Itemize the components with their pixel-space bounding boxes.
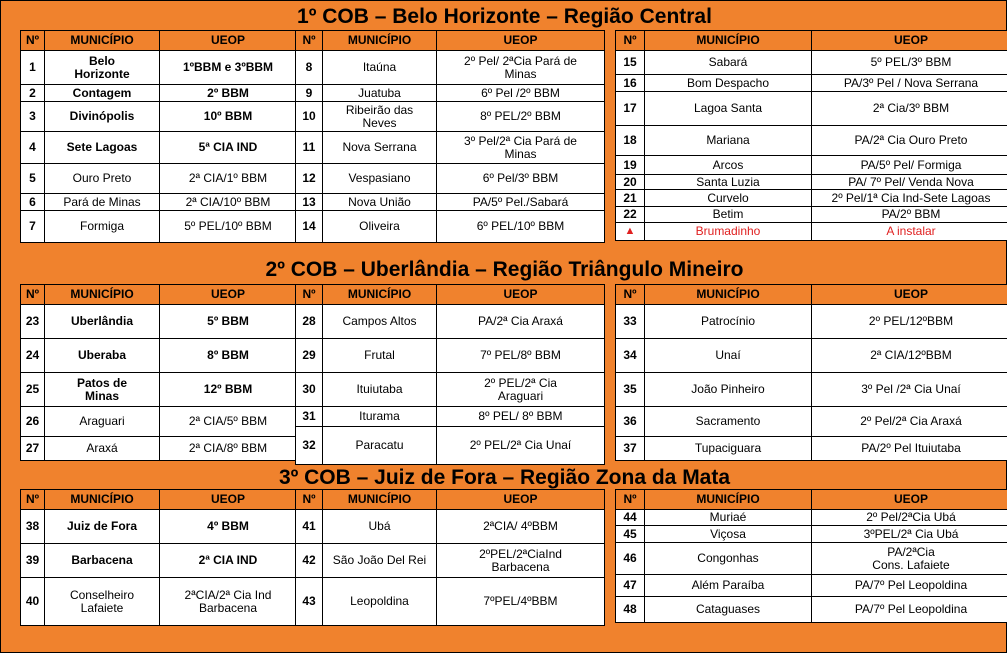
row-number: 21 [616,190,645,207]
table-row [21,164,297,194]
ueop-cell: 2º PEL/12ºBBM [812,305,1007,339]
ueop-cell: 3º Pel /2ª Cia Unaí [812,373,1007,407]
ueop-cell: 6º Pel/3º BBM [437,164,605,194]
municipio-cell: São João Del Rei [323,544,437,578]
row-number: 15 [616,51,645,75]
municipio-cell: Mariana [645,126,812,156]
row-number: ▲ [616,223,645,241]
row-number: 13 [296,194,323,211]
municipio-cell: Conselheiro Lafaiete [45,578,160,626]
municipio-cell: Juatuba [323,85,437,102]
ueop-cell: 2ª CIA IND [160,544,297,578]
row-number: 17 [616,92,645,126]
table-row [616,437,1007,461]
header-municipio: MUNICÍPIO [645,490,812,510]
row-number: 2 [21,85,45,102]
municipio-cell: Sabará [645,51,812,75]
municipio-cell: Barbacena [45,544,160,578]
header-ueop: UEOP [160,285,297,305]
row-number: 26 [21,407,45,437]
ueop-cell: 5ª CIA IND [160,132,297,164]
header-municipio: MUNICÍPIO [645,285,812,305]
table-row [616,373,1007,407]
table-header-row [21,31,297,51]
municipio-cell: Patrocínio [645,305,812,339]
header-number: Nº [296,31,323,51]
row-number: 46 [616,543,645,575]
table-row [616,510,1007,526]
row-number: 43 [296,578,323,626]
table-row [21,339,297,373]
table-row [296,102,605,132]
table-row [296,194,605,211]
ueop-cell: 8º PEL/ 8º BBM [437,407,605,427]
row-number: 29 [296,339,323,373]
municipio-cell: Oliveira [323,211,437,243]
table-header-row [21,285,297,305]
row-number: 3 [21,102,45,132]
table-row [21,437,297,461]
ueop-cell: 8º PEL/2º BBM [437,102,605,132]
municipio-cell: Vespasiano [323,164,437,194]
region-2-table-1 [20,284,297,461]
ueop-cell: 2ª CIA/1º BBM [160,164,297,194]
table-row [296,427,605,465]
header-number: Nº [616,31,645,51]
table-header-row [296,31,605,51]
table-row [296,578,605,626]
ueop-cell: PA/7º Pel Leopoldina [812,597,1007,623]
row-number: 41 [296,510,323,544]
row-number: 25 [21,373,45,407]
ueop-cell: 2º Pel/ 2ªCia Pará de Minas [437,51,605,85]
municipio-cell: Leopoldina [323,578,437,626]
table-row [21,510,297,544]
municipio-cell: Brumadinho [645,223,812,241]
municipio-cell: Araguari [45,407,160,437]
table-row [616,156,1007,175]
table-row [21,373,297,407]
row-number: 48 [616,597,645,623]
row-number: 39 [21,544,45,578]
municipio-cell: Paracatu [323,427,437,465]
row-number: 33 [616,305,645,339]
ueop-cell: PA/2ªCia Cons. Lafaiete [812,543,1007,575]
table-row [296,211,605,243]
ueop-cell: 2ªCIA/2ª Cia Ind Barbacena [160,578,297,626]
ueop-cell: PA/2º BBM [812,207,1007,223]
table-row [296,373,605,407]
municipio-cell: Belo Horizonte [45,51,160,85]
row-number: 28 [296,305,323,339]
region-title-1: 1º COB – Belo Horizonte – Região Central [297,5,712,28]
table-header-row [21,490,297,510]
ueop-cell: 2º Pel/2ªCia Ubá [812,510,1007,526]
table-row [616,175,1007,190]
row-number: 45 [616,526,645,543]
table-row [616,407,1007,437]
row-number: 22 [616,207,645,223]
table-row [296,132,605,164]
row-number: 7 [21,211,45,243]
row-number: 35 [616,373,645,407]
municipio-cell: Ribeirão das Neves [323,102,437,132]
ueop-cell: 12º BBM [160,373,297,407]
ueop-cell: 2º PEL/2ª Cia Unaí [437,427,605,465]
ueop-cell: A instalar [812,223,1007,241]
row-number: 18 [616,126,645,156]
municipio-cell: Frutal [323,339,437,373]
table-row [616,92,1007,126]
region-title-3: 3º COB – Juiz de Fora – Região Zona da Mata [278,466,731,489]
table-row [21,544,297,578]
ueop-cell: PA/5º Pel/ Formiga [812,156,1007,175]
ueop-cell: PA/5º Pel./Sabará [437,194,605,211]
table-row [296,510,605,544]
header-number: Nº [296,285,323,305]
region-3-table-3 [615,489,1007,623]
ueop-cell: 3º Pel/2ª Cia Pará de Minas [437,132,605,164]
table-row [616,223,1007,241]
table-row [296,339,605,373]
table-header-row [616,285,1007,305]
municipio-cell: Uberaba [45,339,160,373]
row-number: 44 [616,510,645,526]
ueop-cell: PA/ 7º Pel/ Venda Nova [812,175,1007,190]
row-number: 9 [296,85,323,102]
row-number: 10 [296,102,323,132]
header-ueop: UEOP [160,31,297,51]
municipio-cell: Araxá [45,437,160,461]
ueop-cell: 2ª CIA/5º BBM [160,407,297,437]
row-number: 34 [616,339,645,373]
ueop-cell: 2º Pel/1ª Cia Ind-Sete Lagoas [812,190,1007,207]
table-header-row [616,490,1007,510]
ueop-cell: 10º BBM [160,102,297,132]
row-number: 27 [21,437,45,461]
region-3-table-1 [20,489,297,626]
header-number: Nº [296,490,323,510]
ueop-cell: PA/2ª Cia Araxá [437,305,605,339]
header-ueop: UEOP [812,490,1007,510]
municipio-cell: Ubá [323,510,437,544]
header-ueop: UEOP [812,285,1007,305]
municipio-cell: Formiga [45,211,160,243]
row-number: 6 [21,194,45,211]
row-number: 23 [21,305,45,339]
ueop-cell: 1ºBBM e 3ºBBM [160,51,297,85]
row-number: 8 [296,51,323,85]
municipio-cell: Uberlândia [45,305,160,339]
row-number: 36 [616,407,645,437]
ueop-cell: 2º PEL/2ª Cia Araguari [437,373,605,407]
table-row [616,543,1007,575]
municipio-cell: Santa Luzia [645,175,812,190]
municipio-cell: Pará de Minas [45,194,160,211]
row-number: 12 [296,164,323,194]
table-row [296,164,605,194]
ueop-cell: 3ºPEL/2ª Cia Ubá [812,526,1007,543]
ueop-cell: 5º PEL/10º BBM [160,211,297,243]
row-number: 14 [296,211,323,243]
ueop-cell: 2ª CIA/8º BBM [160,437,297,461]
municipio-cell: Unaí [645,339,812,373]
header-number: Nº [21,285,45,305]
municipio-cell: Curvelo [645,190,812,207]
header-municipio: MUNICÍPIO [323,31,437,51]
ueop-cell: 8º BBM [160,339,297,373]
ueop-cell: 2ª Cia/3º BBM [812,92,1007,126]
municipio-cell: Tupaciguara [645,437,812,461]
table-row [616,526,1007,543]
row-number: 5 [21,164,45,194]
ueop-cell: 2ºPEL/2ªCiaInd Barbacena [437,544,605,578]
ueop-cell: 6º Pel /2º BBM [437,85,605,102]
header-number: Nº [616,490,645,510]
ueop-cell: 4º BBM [160,510,297,544]
municipio-cell: Itaúna [323,51,437,85]
header-municipio: MUNICÍPIO [323,285,437,305]
row-number: 32 [296,427,323,465]
municipio-cell: Cataguases [645,597,812,623]
header-number: Nº [616,285,645,305]
row-number: 1 [21,51,45,85]
municipio-cell: Sacramento [645,407,812,437]
table-row [296,544,605,578]
municipio-cell: Contagem [45,85,160,102]
municipio-cell: Ouro Preto [45,164,160,194]
row-number: 20 [616,175,645,190]
row-number: 31 [296,407,323,427]
table-row [616,339,1007,373]
municipio-cell: Arcos [645,156,812,175]
municipio-cell: Iturama [323,407,437,427]
row-number: 24 [21,339,45,373]
municipio-cell: Nova Serrana [323,132,437,164]
table-header-row [296,285,605,305]
ueop-cell: 7ºPEL/4ºBBM [437,578,605,626]
ueop-cell: 2ª CIA/12ºBBM [812,339,1007,373]
ueop-cell: 5º PEL/3º BBM [812,51,1007,75]
table-row [21,51,297,85]
header-municipio: MUNICÍPIO [45,490,160,510]
municipio-cell: Sete Lagoas [45,132,160,164]
ueop-cell: 2ª CIA/10º BBM [160,194,297,211]
ueop-cell: PA/3º Pel / Nova Serrana [812,75,1007,92]
row-number: 4 [21,132,45,164]
ueop-cell: 2º BBM [160,85,297,102]
region-2-table-3 [615,284,1007,461]
row-number: 37 [616,437,645,461]
municipio-cell: João Pinheiro [645,373,812,407]
municipio-cell: Divinópolis [45,102,160,132]
header-municipio: MUNICÍPIO [323,490,437,510]
municipio-cell: Além Paraíba [645,575,812,597]
table-row [21,102,297,132]
header-number: Nº [21,31,45,51]
table-row [21,578,297,626]
ueop-cell: 2ªCIA/ 4ºBBM [437,510,605,544]
region-1-table-2 [295,30,605,243]
region-3-table-2 [295,489,605,626]
row-number: 30 [296,373,323,407]
municipio-cell: Bom Despacho [645,75,812,92]
table-header-row [296,490,605,510]
row-number: 47 [616,575,645,597]
table-row [616,190,1007,207]
row-number: 40 [21,578,45,626]
municipio-cell: Muriaé [645,510,812,526]
table-row [21,194,297,211]
table-row [616,126,1007,156]
row-number: 38 [21,510,45,544]
header-municipio: MUNICÍPIO [45,285,160,305]
table-row [21,132,297,164]
municipio-cell: Ituiutaba [323,373,437,407]
region-title-2: 2º COB – Uberlândia – Região Triângulo Mineiro [265,258,744,281]
table-row [21,85,297,102]
ueop-cell: 7º PEL/8º BBM [437,339,605,373]
table-row [616,207,1007,223]
header-municipio: MUNICÍPIO [45,31,160,51]
municipio-cell: Betim [645,207,812,223]
ueop-cell: 6º PEL/10º BBM [437,211,605,243]
table-row [296,305,605,339]
table-row [616,51,1007,75]
header-ueop: UEOP [437,31,605,51]
header-ueop: UEOP [812,31,1007,51]
row-number: 11 [296,132,323,164]
municipio-cell: Lagoa Santa [645,92,812,126]
municipio-cell: Campos Altos [323,305,437,339]
header-ueop: UEOP [437,490,605,510]
row-number: 42 [296,544,323,578]
header-ueop: UEOP [437,285,605,305]
table-row [296,51,605,85]
municipio-cell: Nova União [323,194,437,211]
table-row [21,407,297,437]
table-row [21,211,297,243]
ueop-cell: PA/2º Pel Ituiutaba [812,437,1007,461]
table-row [616,305,1007,339]
header-number: Nº [21,490,45,510]
header-municipio: MUNICÍPIO [645,31,812,51]
table-row [616,575,1007,597]
ueop-cell: 5º BBM [160,305,297,339]
table-row [616,597,1007,623]
ueop-cell: PA/2ª Cia Ouro Preto [812,126,1007,156]
table-row [296,407,605,427]
row-number: 16 [616,75,645,92]
table-row [21,305,297,339]
municipio-cell: Patos de Minas [45,373,160,407]
header-ueop: UEOP [160,490,297,510]
table-header-row [616,31,1007,51]
municipio-cell: Viçosa [645,526,812,543]
region-1-table-1 [20,30,297,243]
region-1-table-3 [615,30,1007,241]
table-row [296,85,605,102]
municipio-cell: Congonhas [645,543,812,575]
table-row [616,75,1007,92]
municipio-cell: Juiz de Fora [45,510,160,544]
row-number: 19 [616,156,645,175]
ueop-cell: 2º Pel/2ª Cia Araxá [812,407,1007,437]
region-2-table-2 [295,284,605,465]
ueop-cell: PA/7º Pel Leopoldina [812,575,1007,597]
